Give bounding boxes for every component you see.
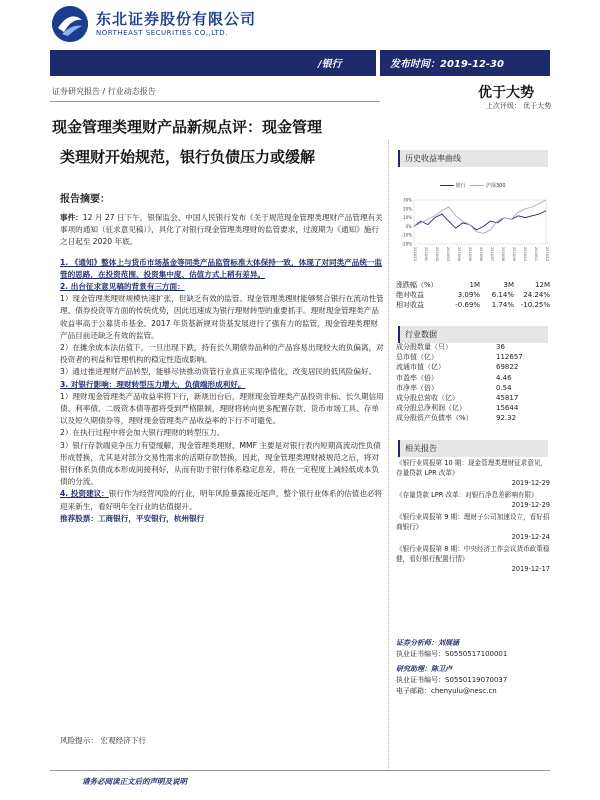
rating: 优于大势 <box>478 85 534 101</box>
point-1: 1. 《通知》整体上与货币市场基金等同类产品监管标准大体保持一致，体现了对同类产品统一监管的思路，在投资范围、投资集中度、估值方式上稍有差异。 <box>60 257 383 279</box>
analyst1-name: 刘展涵 <box>438 639 459 647</box>
logo-icon <box>52 6 88 42</box>
perf-row <box>396 290 550 300</box>
chart-legend <box>440 182 506 189</box>
perf-cell: 12M <box>535 281 550 289</box>
event-text: 12 月 27 日下午，银保监会、中国人民银行发布《关于规范现金管理类理财产品管理有关事项的通知（征求意见稿）》，具化了对银行现金管理类理财的监管要求，过渡期为《通知》施行之日起至 2020 年底。 <box>60 213 383 247</box>
related-report-date: 2019-12-29 <box>511 479 550 487</box>
industry-row <box>396 413 550 423</box>
point-2-3: 3）通过推进理财产品转型，能够尽快推动资管行业真正实现净值化，改变居民的低风险偏好。 <box>60 367 377 377</box>
related-report-title[interactable]: 《银行业周报第 8 期：中央经济工作会议货币政策稳健，看好银行配置行情》 <box>396 545 550 563</box>
industry-key: 成分股总净利润（亿） <box>396 404 466 413</box>
related-reports <box>396 458 550 576</box>
industry-key: 成分股总营收（亿） <box>396 393 459 402</box>
x-tick-label: 2019/06 <box>479 247 483 262</box>
perf-row <box>396 300 550 310</box>
industry-row <box>396 373 550 383</box>
perf-cell: 涨跌幅（%） <box>396 281 438 289</box>
industry-row <box>396 352 550 362</box>
perf-cell: 1.74% <box>491 301 514 309</box>
publish-date: 发布时间：2019-12-30 <box>390 59 504 70</box>
series-line-bank <box>414 211 546 230</box>
divider <box>50 101 380 102</box>
x-tick-label: 2018/12 <box>413 247 417 262</box>
perf-cell: 3.09% <box>457 291 480 299</box>
y-tick-label: 20% <box>403 206 412 212</box>
perf-cell: -0.69% <box>455 301 480 309</box>
previous-rating: 上次评级： 优于大势 <box>486 102 552 110</box>
perf-cell: 6.14% <box>491 291 514 299</box>
x-tick-label: 2019/07 <box>490 247 494 262</box>
industry-value: 4.46 <box>496 373 512 382</box>
y-tick-label: -20% <box>401 241 412 247</box>
related-report-title[interactable]: 《存量贷款 LPR 改革：对银行净息差影响有限》 <box>396 491 538 499</box>
industry-row <box>396 403 550 413</box>
point-2-2: 2）在摊余成本法估值下，一旦出现下跌，持有长久期债券品种的产品容易出现较大的负偏离，对投资者的利益和管理机构的稳定性造成影响。 <box>60 343 384 365</box>
rec-stocks: 工商银行，平安银行，杭州银行 <box>97 513 205 523</box>
perf-cell: 24.24% <box>523 291 550 299</box>
analyst1-cert: 执业证书编号：S0550517100001 <box>396 650 508 658</box>
industry-row <box>396 342 550 352</box>
company-name-en: NORTHEAST SECURITIES CO.,LTD. <box>96 29 228 37</box>
footer-note: 请务必阅读正文后的声明及说明 <box>82 777 187 786</box>
related-report-date: 2019-12-29 <box>511 501 550 509</box>
summary-body <box>60 212 385 525</box>
legend-bank: 银行 <box>455 183 466 189</box>
y-tick-label: 10% <box>403 215 412 221</box>
perf-cell: 相对收益 <box>396 301 424 309</box>
related-report-title[interactable]: 《银行业周报第 10 期：现金管理类理财征求意见，存量贷款 LPR 改革》 <box>396 459 548 477</box>
related-report-item[interactable] <box>396 512 550 542</box>
y-tick-label: 30% <box>403 197 412 203</box>
related-report-date: 2019-12-17 <box>511 565 550 573</box>
industry-row <box>396 383 550 393</box>
analyst1-label: 证券分析师： <box>396 639 438 647</box>
x-tick-label: 2019/04 <box>457 247 461 262</box>
x-tick-label: 2019/01 <box>424 247 428 262</box>
industry-section-title: 行业数据 <box>398 326 548 343</box>
industry-key: 市净率（倍） <box>396 383 438 392</box>
related-report-item[interactable] <box>396 544 550 574</box>
point-4-label: 4. 投资建议： <box>60 489 109 499</box>
x-tick-label: 2019/03 <box>446 247 450 262</box>
industry-row <box>396 393 550 403</box>
industry-value: 15644 <box>496 404 519 413</box>
point-3-1: 1）理财现金管理类产品收益率将下行，新规出台后，理财现金管理类产品投资非标、长久期信用债、利率债、二级资本债等都将受到严格限制，理财将转向更多配置存款、货币市场工具、存单以及短久期债券等，理财现金管理类产品收益率的下行不可避免。 <box>60 391 384 426</box>
x-tick-label: 2019/12 <box>545 247 549 262</box>
point-4-text: 银行作为经营风险的行业，明年风险暴露接近尾声，整个银行业体系的估值也必将迎来新生，看好明年全行业的估值提升。 <box>60 489 383 511</box>
perf-cell: 3M <box>503 281 514 289</box>
column-divider <box>388 140 389 770</box>
x-tick-label: 2019/10 <box>523 247 527 262</box>
industry-value: 36 <box>496 343 505 351</box>
point-3-2: 2）在执行过程中将会加大银行理财的转型压力。 <box>60 428 225 438</box>
analyst2-label: 研究助理： <box>396 665 431 673</box>
perf-cell: -10.25% <box>520 301 550 309</box>
x-tick-label: 2019/05 <box>468 247 472 262</box>
related-section-title: 相关报告 <box>398 440 548 457</box>
industry-value: 45817 <box>496 393 519 402</box>
point-3-3: 3）银行存款端竞争压力有望缓解，现金管理类理财、MMF 主要是对银行表内短期高流动性负债形成替换，尤其是对部分交易性需求的活期存款替换，因此，现金管理类理财被规范之后，将对银行体系负债成本形成间接利好，从而有助于银行体系稳定息差，将在一定程度上减轻低成本负债的分流。 <box>60 440 381 487</box>
sector-label: /银行 <box>318 59 342 70</box>
point-3: 3. 对银行影响：理财转型压力增大，负债端形成利好。 <box>60 379 246 389</box>
breadcrumb: 证券研究报告 / 行业动态报告 <box>52 87 156 96</box>
industry-table <box>396 342 550 424</box>
performance-table <box>396 280 550 310</box>
industry-value: 92.32 <box>496 414 517 423</box>
perf-cell: 绝对收益 <box>396 291 424 299</box>
legend-hs300: 沪深300 <box>485 183 506 189</box>
footer-divider <box>50 770 550 771</box>
y-tick-label: 0% <box>405 223 412 229</box>
x-tick-label: 2019/08 <box>501 247 505 262</box>
industry-key: 总市值（亿） <box>396 353 438 362</box>
industry-key: 成分股数量（只） <box>396 343 452 351</box>
page-title-line2: 类理财开始规范，银行负债压力或缓解 <box>60 148 316 166</box>
related-report-item[interactable] <box>396 490 550 510</box>
related-report-title[interactable]: 《银行业周报第 9 期：理财子公司加速设立，看好招商银行》 <box>396 513 550 531</box>
y-tick-label: -10% <box>401 232 412 238</box>
industry-value: 0.54 <box>496 383 512 392</box>
company-logo <box>52 6 88 42</box>
company-name-cn: 东北证券股份有限公司 <box>96 10 257 28</box>
rec-label: 推荐股票： <box>60 513 98 523</box>
perf-header-row <box>396 280 550 290</box>
industry-key: 市盈率（倍） <box>396 373 438 382</box>
point-2: 2. 出台征求意见稿的背景有三方面： <box>60 282 185 292</box>
related-report-item[interactable] <box>396 458 550 488</box>
industry-key: 成分股资产负债率（%） <box>396 414 473 423</box>
risk-warning: 风险提示： 宏观经济下行 <box>60 736 146 745</box>
industry-row <box>396 362 550 372</box>
chart-frame <box>414 200 546 244</box>
history-return-chart <box>396 196 548 270</box>
analyst2-email[interactable]: 电子邮箱：chenyulu@nesc.cn <box>396 687 497 695</box>
analyst-info <box>396 638 550 697</box>
chart-section-title: 历史收益率曲线 <box>398 150 548 167</box>
x-tick-label: 2019/11 <box>534 247 538 262</box>
industry-key: 流通市值（亿） <box>396 363 445 372</box>
industry-value: 112657 <box>496 353 523 362</box>
analyst2-cert: 执业证书编号：S0550119070037 <box>396 676 508 684</box>
x-tick-label: 2019/02 <box>435 247 439 262</box>
header-separator <box>376 50 380 76</box>
related-report-date: 2019-12-24 <box>511 533 550 541</box>
industry-value: 69822 <box>496 363 519 372</box>
perf-cell: 1M <box>469 281 480 289</box>
x-tick-label: 2019/09 <box>512 247 516 262</box>
point-2-1: 1）现金管理类理财规模快速扩张，但缺乏有效的监管。现金管理类理财能够契合银行在流动性管理、债券投资等方面的传统优势，因此迅速成为银行理财转型的重要抓手。理财现金管理类产品收益率高于公募货币基金。2017 年货基新规对货基发展进行了强有力的监管，现金管理类理财产品目前还缺乏有效的监管。 <box>60 294 384 340</box>
summary-heading: 报告摘要： <box>60 194 110 205</box>
analyst2-name: 陈卫卢 <box>431 665 452 673</box>
event-label: 事件： <box>60 213 83 222</box>
page-title-line1: 现金管理类理财产品新规点评：现金管理 <box>52 118 323 136</box>
